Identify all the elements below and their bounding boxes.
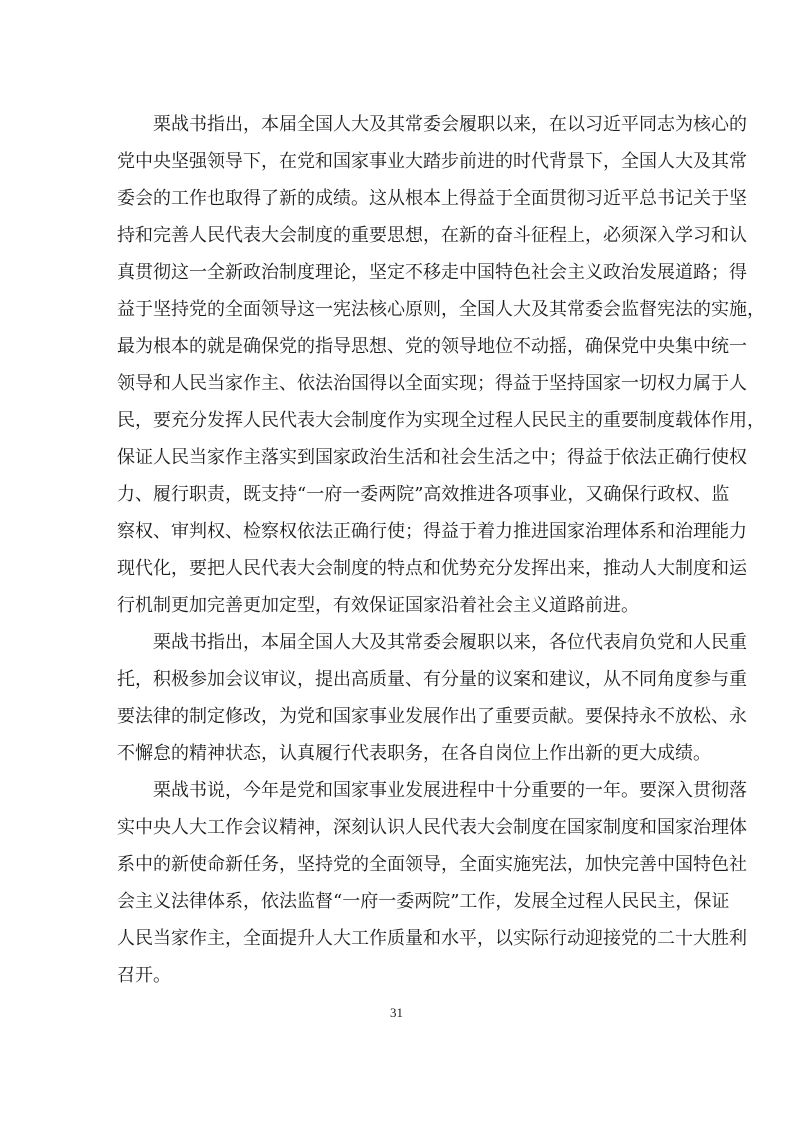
paragraph-2-line-4: 不懈怠的精神状态，认真履行代表职务，在各自岗位上作出新的更大成绩。 bbox=[117, 743, 711, 764]
paragraph-1-line-10: 保证人民当家作主落实到国家政治生活和社会生活之中；得益于依法正确行使权 bbox=[117, 447, 747, 468]
paragraph-1-line-3: 委会的工作也取得了新的成绩。这从根本上得益于全面贯彻习近平总书记关于坚 bbox=[117, 188, 747, 209]
paragraph-2-line-3: 要法律的制定修改，为党和国家事业发展作出了重要贡献。要保持永不放松、永 bbox=[117, 706, 747, 727]
paragraph-3-line-3: 系中的新使命新任务，坚持党的全面领导，全面实施宪法，加快完善中国特色社 bbox=[117, 854, 747, 875]
paragraph-1-line-9: 民，要充分发挥人民代表大会制度作为实现全过程人民民主的重要制度载体作用， bbox=[117, 410, 765, 431]
paragraph-1-line-1: 栗战书指出，本届全国人大及其常委会履职以来，在以习近平同志为核心的 bbox=[153, 114, 747, 135]
paragraph-3-line-4: 会主义法律体系，依法监督“一府一委两院”工作，发展全过程人民民主，保证 bbox=[117, 891, 730, 912]
paragraph-2-line-1: 栗战书指出，本届全国人大及其常委会履职以来，各位代表肩负党和人民重 bbox=[153, 632, 747, 653]
paragraph-1-line-5: 真贯彻这一全新政治制度理论，坚定不移走中国特色社会主义政治发展道路；得 bbox=[117, 262, 747, 283]
paragraph-3-line-2: 实中央人大工作会议精神，深刻认识人民代表大会制度在国家制度和国家治理体 bbox=[117, 817, 747, 838]
paragraph-3-line-6: 召开。 bbox=[117, 965, 171, 986]
paragraph-1-line-7: 最为根本的就是确保党的指导思想、党的领导地位不动摇，确保党中央集中统一 bbox=[117, 336, 747, 357]
paragraph-1-line-12: 察权、审判权、检察权依法正确行使；得益于着力推进国家治理体系和治理能力 bbox=[117, 521, 747, 542]
paragraph-1-line-11: 力、履行职责，既支持“一府一委两院”高效推进各项事业，又确保行政权、监 bbox=[117, 484, 730, 505]
paragraph-3-line-1: 栗战书说，今年是党和国家事业发展进程中十分重要的一年。要深入贯彻落 bbox=[153, 780, 747, 801]
paragraph-1-line-14: 行机制更加完善更加定型，有效保证国家沿着社会主义道路前进。 bbox=[117, 595, 639, 616]
paragraph-1-line-4: 持和完善人民代表大会制度的重要思想，在新的奋斗征程上，必须深入学习和认 bbox=[117, 225, 747, 246]
paragraph-1-line-6: 益于坚持党的全面领导这一宪法核心原则，全国人大及其常委会监督宪法的实施， bbox=[117, 299, 765, 320]
paragraph-1-line-2: 党中央坚强领导下，在党和国家事业大踏步前进的时代背景下，全国人大及其常 bbox=[117, 151, 747, 172]
paragraph-1-line-13: 现代化，要把人民代表大会制度的特点和优势充分发挥出来，推动人大制度和运 bbox=[117, 558, 747, 579]
paragraph-2-line-2: 托，积极参加会议审议，提出高质量、有分量的议案和建议，从不同角度参与重 bbox=[117, 669, 747, 690]
paragraph-3-line-5: 人民当家作主，全面提升人大工作质量和水平，以实际行动迎接党的二十大胜利 bbox=[117, 928, 747, 949]
page-number: 31 bbox=[390, 1005, 403, 1020]
paragraph-1-line-8: 领导和人民当家作主、依法治国得以全面实现；得益于坚持国家一切权力属于人 bbox=[117, 373, 747, 394]
